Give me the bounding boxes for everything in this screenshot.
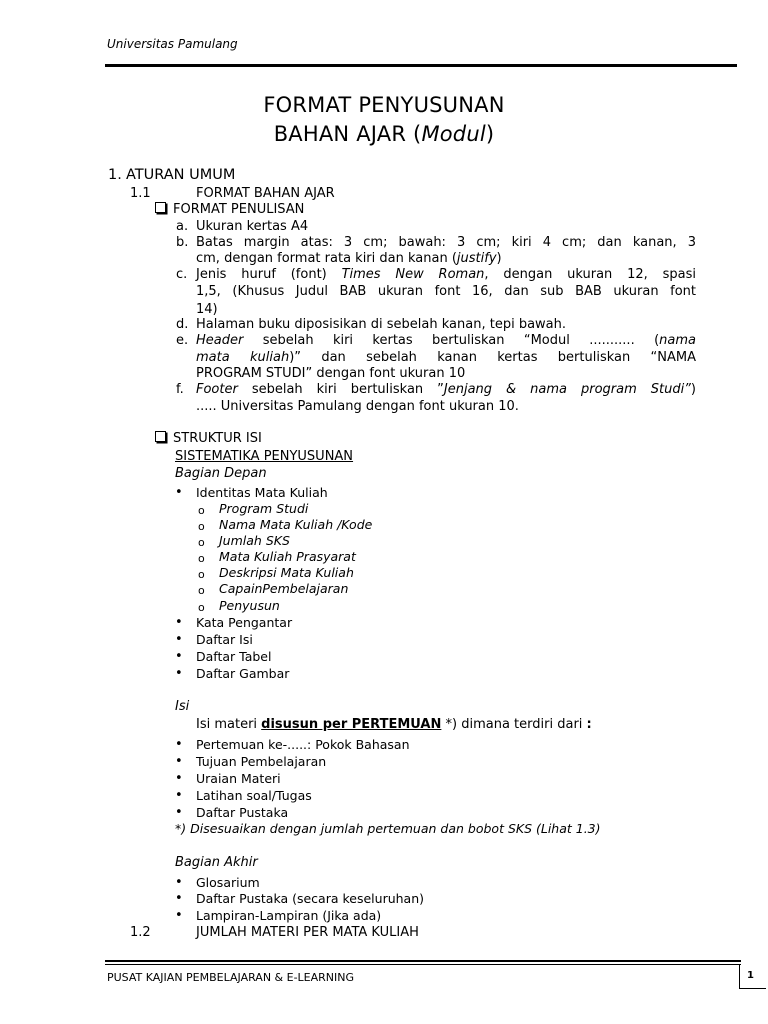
- line-italic: Footer: [196, 382, 238, 397]
- intro-colon: :: [586, 717, 592, 732]
- subsection-heading: JUMLAH MATERI PER MATA KULIAH: [196, 925, 419, 940]
- subsection-number: 1.1: [130, 186, 151, 201]
- list-item: Daftar Gambar: [196, 666, 290, 681]
- bagian-depan-heading: Bagian Depan: [175, 466, 267, 481]
- line-italic: Header: [196, 333, 244, 348]
- circle-o-icon: o: [198, 520, 205, 533]
- list-item: Program Studi: [219, 501, 309, 516]
- list-item: Identitas Mata Kuliah: [196, 485, 328, 500]
- list-item: Mata Kuliah Prasyarat: [219, 549, 356, 564]
- intro-mid: *) dimana terdiri dari: [441, 717, 587, 732]
- format-penulisan-heading: [155, 202, 304, 217]
- list-letter: c.: [176, 267, 188, 282]
- list-item: Kata Pengantar: [196, 615, 293, 630]
- list-letter: e.: [176, 333, 189, 348]
- intro-text: Isi materi: [196, 717, 262, 732]
- document-title-line2: [0, 122, 768, 146]
- isi-intro: [196, 717, 592, 732]
- list-item: Latihan soal/Tugas: [196, 788, 312, 803]
- header-rule: [105, 64, 737, 67]
- bullet-dot-icon: •: [175, 908, 183, 923]
- struktur-isi-heading: [155, 431, 262, 446]
- circle-o-icon: o: [198, 568, 205, 581]
- list-item: Daftar Pustaka: [196, 805, 289, 820]
- title-italic: Modul: [421, 122, 486, 146]
- list-item-line: [196, 350, 696, 366]
- list-item: Halaman buku diposisikan di sebelah kanan, tepi bawah.: [196, 317, 567, 332]
- page-number: 1: [747, 970, 754, 981]
- bullet-dot-icon: •: [175, 754, 183, 769]
- list-item-line: [196, 382, 696, 398]
- bullet-dot-icon: •: [175, 875, 183, 890]
- list-item: Jumlah SKS: [219, 533, 290, 548]
- list-letter: b.: [176, 235, 189, 250]
- checkbox-square-icon: [155, 202, 166, 213]
- line-italic: Times New Roman: [341, 267, 485, 282]
- list-item: Penyusun: [219, 598, 280, 613]
- bullet-dot-icon: •: [175, 666, 183, 681]
- line-italic: mata kuliah: [196, 350, 290, 365]
- bullet-dot-icon: •: [175, 485, 183, 500]
- line-suffix: , dengan ukuran 12, spasi: [484, 267, 696, 282]
- sistematika-heading: SISTEMATIKA PENYUSUNAN: [175, 449, 354, 464]
- circle-o-icon: o: [198, 601, 205, 614]
- line-text: )” dan sebelah kanan kertas bertuliskan “NAMA: [289, 350, 696, 365]
- list-item-line: [196, 267, 696, 283]
- line-text: Jenis huruf (font): [196, 267, 342, 282]
- line-italic: nama: [659, 333, 696, 348]
- bullet-dot-icon: •: [175, 805, 183, 820]
- bullet-dot-icon: •: [175, 788, 183, 803]
- list-item: Nama Mata Kuliah /Kode: [219, 517, 373, 532]
- circle-o-icon: o: [198, 584, 205, 597]
- line-text: sebelah kiri kertas bertuliskan “Modul ........... (: [243, 333, 660, 348]
- list-item: Daftar Isi: [196, 632, 253, 647]
- line-text: cm, dengan format rata kiri dan kanan (: [196, 251, 457, 266]
- list-item-line: 1,5, (Khusus Judul BAB ukuran font 16, dan sub BAB ukuran font: [196, 284, 696, 299]
- circle-o-icon: o: [198, 536, 205, 549]
- list-item: Ukuran kertas A4: [196, 219, 309, 234]
- line-suffix: ): [496, 251, 502, 266]
- bullet-dot-icon: •: [175, 615, 183, 630]
- list-item: Tujuan Pembelajaran: [196, 754, 327, 769]
- line-italic: Jenjang & nama program Studi”: [443, 382, 691, 397]
- list-letter: d.: [176, 317, 189, 332]
- bullet-dot-icon: •: [175, 737, 183, 752]
- list-item: Daftar Pustaka (secara keseluruhan): [196, 891, 425, 906]
- subsection-heading: FORMAT BAHAN AJAR: [196, 186, 335, 201]
- circle-o-icon: o: [198, 504, 205, 517]
- section-heading: ATURAN UMUM: [126, 167, 236, 183]
- list-item: CapainPembelajaran: [219, 581, 349, 596]
- document-title-line1: FORMAT PENYUSUNAN: [263, 93, 505, 117]
- list-item: Pertemuan ke-.....: Pokok Bahasan: [196, 737, 410, 752]
- list-item: Deskripsi Mata Kuliah: [219, 565, 354, 580]
- line-italic: justify: [456, 251, 497, 266]
- bullet-dot-icon: •: [175, 649, 183, 664]
- list-item-line: 14): [196, 302, 218, 317]
- line-text: sebelah kiri bertuliskan ”: [237, 382, 444, 397]
- section-number: 1.: [108, 167, 122, 183]
- bagian-akhir-heading: Bagian Akhir: [175, 855, 258, 870]
- title-suffix: ): [485, 122, 495, 146]
- isi-heading: Isi: [175, 699, 190, 714]
- list-letter: f.: [176, 382, 184, 397]
- circle-o-icon: o: [198, 552, 205, 565]
- list-item-line: [196, 251, 502, 266]
- footer-rule: [105, 960, 741, 962]
- checkbox-square-icon: [155, 431, 166, 442]
- list-item-line: Batas margin atas: 3 cm; bawah: 3 cm; kiri 4 cm; dan kanan, 3: [196, 235, 696, 250]
- running-footer: PUSAT KAJIAN PEMBELAJARAN & E-LEARNING: [107, 971, 355, 984]
- heading-text: STRUKTUR ISI: [173, 431, 262, 446]
- list-item: Daftar Tabel: [196, 649, 272, 664]
- list-item: Glosarium: [196, 875, 260, 890]
- list-item-line: PROGRAM STUDI” dengan font ukuran 10: [196, 366, 466, 381]
- list-item: Lampiran-Lampiran (Jika ada): [196, 908, 382, 923]
- intro-bold: disusun per PERTEMUAN: [261, 717, 442, 732]
- isi-note: *) Disesuaikan dengan jumlah pertemuan dan bobot SKS (Lihat 1.3): [175, 821, 601, 836]
- bullet-dot-icon: •: [175, 771, 183, 786]
- list-item-line: ..... Universitas Pamulang dengan font ukuran 10.: [196, 399, 519, 414]
- list-letter: a.: [176, 219, 189, 234]
- bullet-dot-icon: •: [175, 632, 183, 647]
- list-item-line: [196, 333, 696, 349]
- running-header: Universitas Pamulang: [107, 37, 238, 51]
- line-suffix: ): [690, 382, 696, 397]
- bullet-dot-icon: •: [175, 891, 183, 906]
- title-text: BAHAN AJAR (: [273, 122, 422, 146]
- footer-rule-thin: [105, 964, 741, 965]
- heading-text: FORMAT PENULISAN: [173, 202, 305, 217]
- subsection-number: 1.2: [130, 925, 151, 940]
- list-item: Uraian Materi: [196, 771, 281, 786]
